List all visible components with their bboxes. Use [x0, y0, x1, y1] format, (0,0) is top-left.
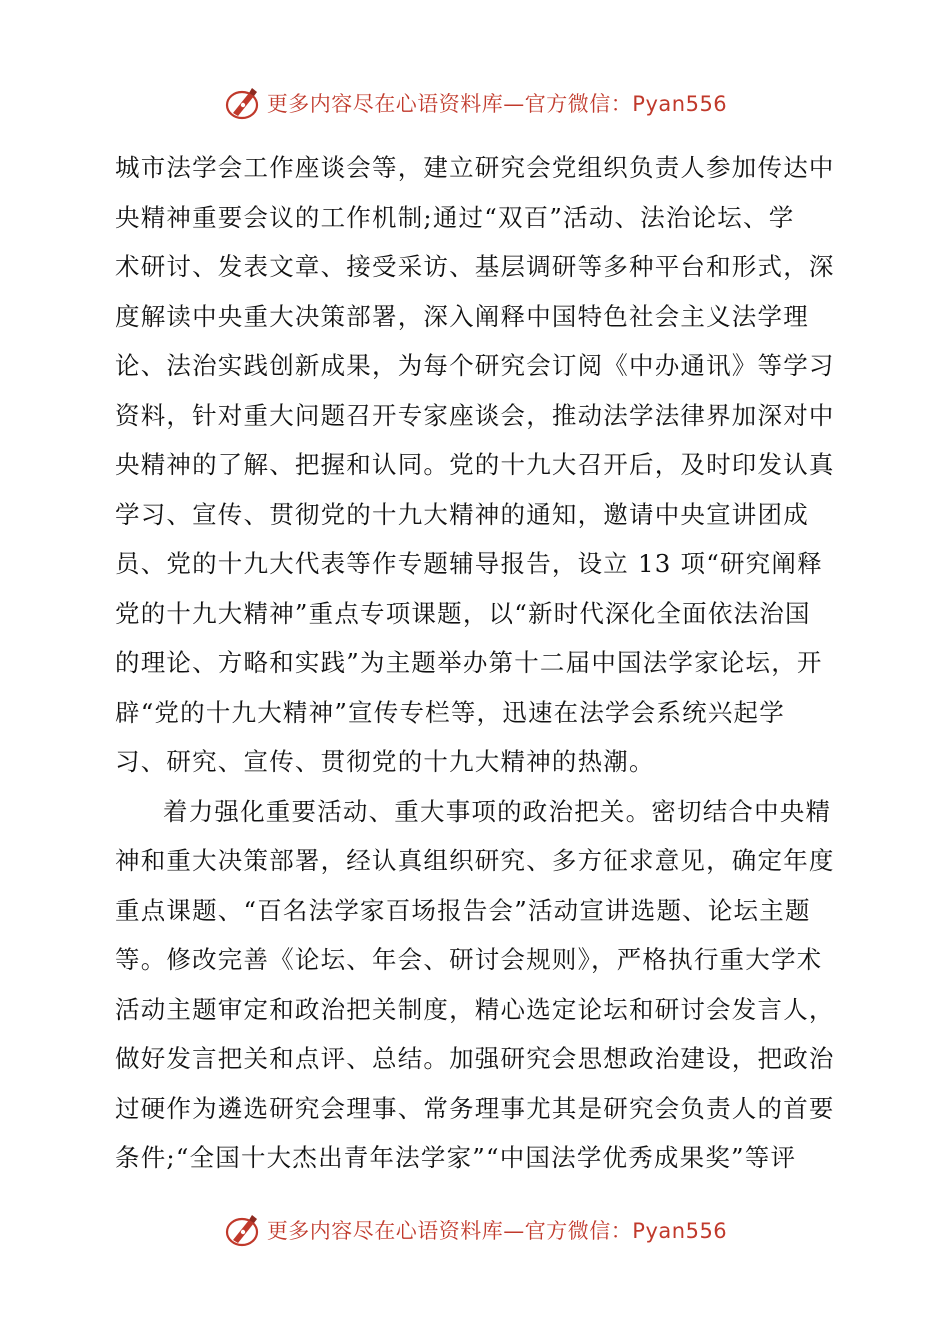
text-line: 央精神重要会议的工作机制;通过“双百”活动、法治论坛、学	[115, 202, 795, 232]
pen-nib-logo-icon	[223, 83, 263, 123]
text-line: 重点课题、“百名法学家百场报告会”活动宣讲选题、论坛主题	[115, 895, 811, 925]
text-line: 的理论、方略和实践”为主题举办第十二届中国法学家论坛，开	[115, 648, 823, 677]
text-line: 活动主题审定和政治把关制度，精心选定论坛和研讨会发言人，	[115, 994, 835, 1024]
header-banner-text: 更多内容尽在心语资料库—官方微信：Pyan556	[266, 92, 728, 116]
header-watermark-banner	[0, 78, 950, 128]
text-line: 辟“党的十九大精神”宣传专栏等，迅速在法学会系统兴起学	[115, 697, 785, 727]
text-line: 学习、宣传、贯彻党的十九大精神的通知，邀请中央宣讲团成	[115, 499, 809, 529]
text-line: 央精神的了解、把握和认同。党的十九大召开后，及时印发认真	[115, 450, 835, 479]
text-line: 等。修改完善《论坛、年会、研讨会规则》，严格执行重大学术	[115, 945, 823, 974]
text-line: 资料，针对重大问题召开专家座谈会，推动法学法律界加深对中	[115, 400, 835, 430]
text-line: 员、党的十九大代表等作专题辅导报告，设立 13 项“研究阐释	[115, 549, 823, 578]
text-line: 条件;“全国十大杰出青年法学家”“中国法学优秀成果奖”等评	[115, 1143, 797, 1172]
footer-banner-text: 更多内容尽在心语资料库—官方微信：Pyan556	[266, 1219, 728, 1243]
footer-watermark-banner	[0, 1205, 950, 1255]
text-line: 城市法学会工作座谈会等，建立研究会党组织负责人参加传达中	[115, 153, 835, 182]
text-line: 神和重大决策部署，经认真组织研究、多方征求意见，确定年度	[115, 846, 835, 875]
text-line: 习、研究、宣传、贯彻党的十九大精神的热潮。	[115, 747, 655, 776]
text-line: 党的十九大精神”重点专项课题，以“新时代深化全面依法治国	[115, 598, 811, 628]
pen-nib-logo-icon	[223, 1210, 263, 1250]
text-line: 论、法治实践创新成果，为每个研究会订阅《中办通讯》等学习	[115, 351, 835, 380]
text-line: 术研讨、发表文章、接受采访、基层调研等多种平台和形式，深	[115, 252, 835, 281]
text-line: 过硬作为遴选研究会理事、常务理事尤其是研究会负责人的首要	[115, 1093, 835, 1123]
text-line: 度解读中央重大决策部署，深入阐释中国特色社会主义法学理	[115, 301, 809, 331]
text-line: 着力强化重要活动、重大事项的政治把关。密切结合中央精	[163, 796, 832, 826]
text-line: 做好发言把关和点评、总结。加强研究会思想政治建设，把政治	[115, 1044, 835, 1073]
